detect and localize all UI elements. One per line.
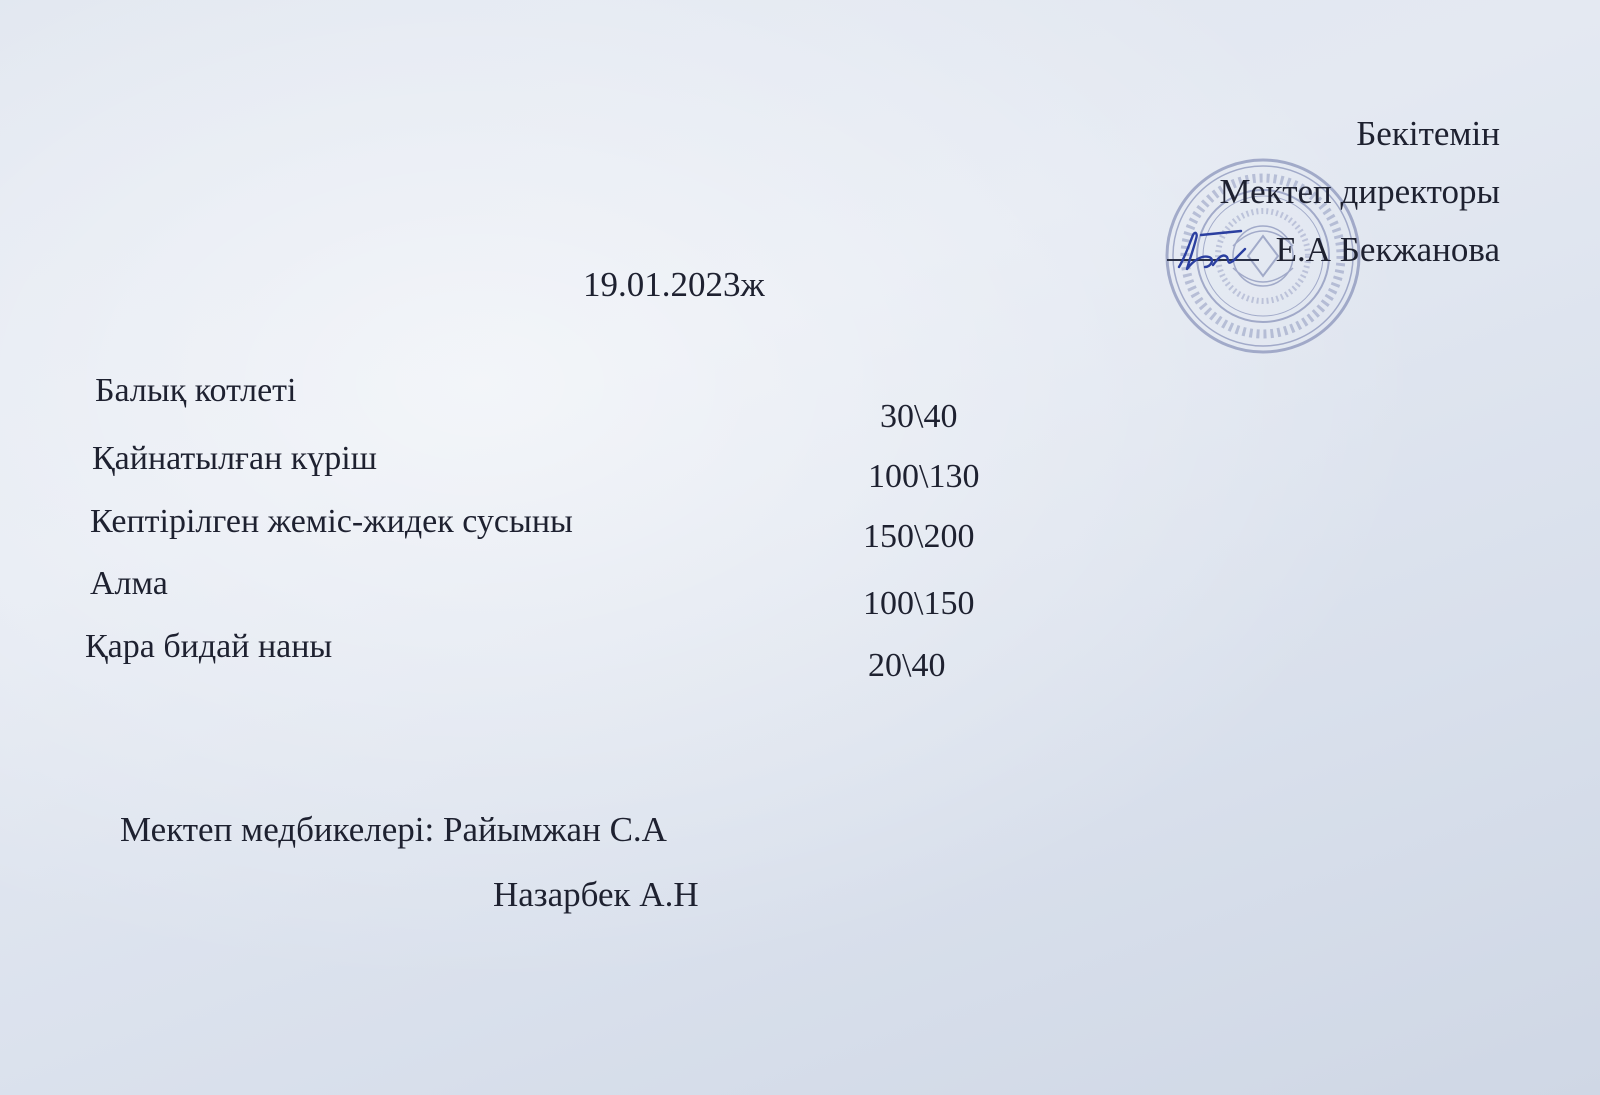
approval-position: Мектеп директоры	[1219, 172, 1500, 211]
menu-item-name: Балық котлеті	[95, 372, 297, 409]
nurses-line	[120, 810, 667, 850]
menu-item-qty: 100\130	[868, 458, 980, 495]
menu-item-name: Қайнатылған күріш	[92, 440, 377, 477]
nurse-name: Райымжан С.А	[442, 810, 667, 849]
approval-signatory: Е.А Бекжанова	[1275, 230, 1500, 269]
menu-item-name: Қара бидай наны	[85, 628, 333, 665]
nurse-name: Назарбек А.Н	[493, 875, 699, 914]
menu-item-name: Алма	[90, 565, 168, 602]
menu-item-name: Кептірілген жеміс-жидек сусыны	[90, 503, 573, 540]
menu-item-qty: 150\200	[863, 518, 975, 555]
menu-item-qty: 20\40	[868, 647, 946, 684]
document-date: 19.01.2023ж	[583, 265, 765, 304]
nurses-label: Мектеп медбикелері:	[120, 810, 435, 849]
menu-item-qty: 100\150	[863, 585, 975, 622]
menu-item-qty: 30\40	[880, 398, 958, 435]
approval-title: Бекітемін	[1356, 114, 1500, 153]
